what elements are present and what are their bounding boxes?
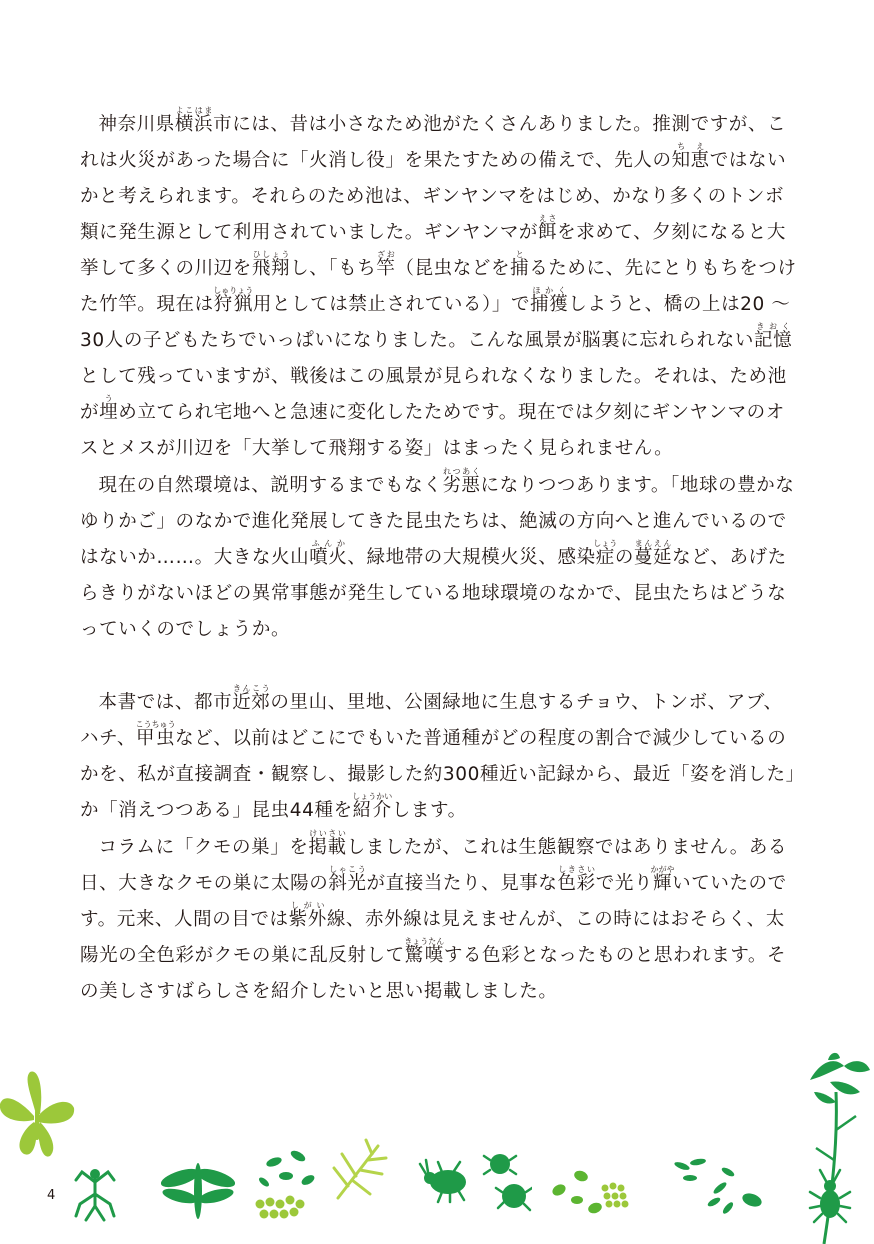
text-run: します。 [391, 800, 467, 821]
aphid-cluster-icon [545, 1162, 637, 1226]
text-run: るために、先にとりもちをつけた竹竿。現在は [80, 258, 797, 315]
text-run: の [614, 547, 634, 568]
text-run: など、以前はどこにでもいた普通種がどの程度の割合で減少しているのかを、私が直接調査・観察し、撮影した約300種近い記録から、最近「姿を消した」か「消えつつある」昆虫44種を [80, 728, 796, 821]
furigana-word: 蔓延まんえん [633, 539, 673, 568]
furigana-word: 記憶きおく [753, 322, 793, 351]
text-run: 、緑地帯の大規模火災、感染 [347, 547, 596, 568]
text-run: コラムに「クモの巣」を [98, 837, 309, 858]
furigana-word: 竿ざお [376, 250, 396, 279]
furigana-word: 色彩しきさい [557, 865, 596, 894]
furigana-word: 甲虫こうちゅう [135, 720, 176, 749]
grasshopper-silhouette-icon [668, 1150, 763, 1222]
furigana-word: 捕獲ほかく [530, 286, 569, 315]
furigana-word: 狩猟しゅりょう [213, 286, 254, 315]
furigana-word: 掲載けいさい [308, 829, 347, 858]
paragraph-spacer [80, 648, 800, 684]
text-run: め立てられ宅地へと急速に変化したためです。現在では夕刻にギンヤンマのオスとメスが川辺を「大挙して飛翔する姿」はまったく見られません。 [80, 402, 785, 459]
butterfly-silhouette-icon [0, 1070, 75, 1165]
furigana-word: 噴火ふんか [309, 539, 348, 568]
furigana-word: 劣悪れつあく [442, 467, 481, 496]
text-run: 市には、昔は小さなため池がたくさんありました。推測ですが、これは火災があった場合に「火消し役」を果たすための備えで、先人の [80, 114, 787, 171]
text-run: を求めて、夕刻になると大挙して多くの川辺を [80, 222, 786, 279]
body-text [80, 106, 800, 1010]
text-run: 用としては禁止されている）」で [252, 294, 531, 315]
furigana-word: 捕と [510, 250, 530, 279]
furigana-word: 横浜よこはま [174, 106, 214, 135]
text-run: しましたが、これは生態観察ではありません。ある日、大きなクモの巣に太陽の [80, 837, 788, 894]
text-run: する色彩となったものと思われます。その美しさすばらしさを紹介したいと思い掲載しました。 [80, 945, 787, 1002]
furigana-word: 斜光しゃこう [328, 865, 367, 894]
larvae-cluster-icon [246, 1142, 321, 1224]
paragraph [80, 684, 800, 829]
text-run: の里山、里地、公園緑地に生息するチョウ、トンボ、アブ、ハチ、 [80, 692, 783, 749]
mantis-silhouette-icon [70, 1160, 120, 1222]
text-run: で光り [595, 873, 654, 894]
furigana-word: 飛翔ひしょう [251, 250, 291, 279]
text-run: （昆虫などを [395, 258, 511, 279]
stick-insect-silhouette-icon [328, 1138, 390, 1208]
paragraph [80, 829, 800, 1010]
furigana-word: 驚嘆きょうたん [404, 937, 445, 966]
furigana-word: 紫外しがい [288, 901, 327, 930]
beetle-silhouette-icon [418, 1158, 476, 1204]
text-run: しようと、橋の上は20 〜 30人の子どもたちでいっぱいになりました。こんな風景が脳裏に忘れられない [80, 294, 791, 351]
text-run: 現在の自然環境は、説明するまでもなく [98, 475, 443, 496]
text-run: いていたのです。元来、人間の目では [80, 873, 787, 930]
ladybug-silhouette-icon [482, 1148, 532, 1220]
furigana-word: 症しょう [593, 539, 618, 568]
furigana-word: 紹介しょうかい [352, 792, 393, 821]
text-run: になりつつあります。「地球の豊かなゆりかご」のなかで進化発展してきた昆虫たちは、絶滅の方向へと進んでいるのではないか……。大きな火山 [80, 475, 795, 568]
text-run: し、「もち [290, 258, 377, 279]
stag-beetle-silhouette-icon [806, 1168, 854, 1226]
paragraph [80, 467, 800, 648]
text-run: 線、赤外線は見えませんが、この時にはおそらく、太陽光の全色彩がクモの巣に乱反射して [80, 909, 785, 966]
furigana-word: 知恵ちえ [671, 142, 710, 171]
text-run: など、あげたらきりがないほどの異常事態が発生している地球環境のなかで、昆虫たちはどうなっていくのでしょうか。 [80, 547, 787, 640]
text-run: が直接当たり、見事な [366, 873, 558, 894]
text-run: 本書では、都市 [98, 692, 233, 713]
furigana-word: 輝かがや [650, 865, 675, 894]
furigana-word: 埋う [99, 394, 119, 423]
text-run: ではないかと考えられます。それらのため池は、ギンヤンマをはじめ、かなり多くのトンボ類に発生源として利用されていました。ギンヤンマが [80, 150, 787, 243]
dragonfly-silhouette-icon [158, 1158, 238, 1224]
page-number: 4 [47, 1188, 56, 1203]
text-run: として残っていますが、戦後はこの風景が見られなくなりました。それは、ため池が [80, 366, 787, 423]
furigana-word: 餌えさ [538, 214, 558, 243]
text-run: 神奈川県 [98, 114, 175, 135]
paragraph [80, 106, 800, 467]
furigana-word: 近郊きんこう [232, 684, 271, 713]
